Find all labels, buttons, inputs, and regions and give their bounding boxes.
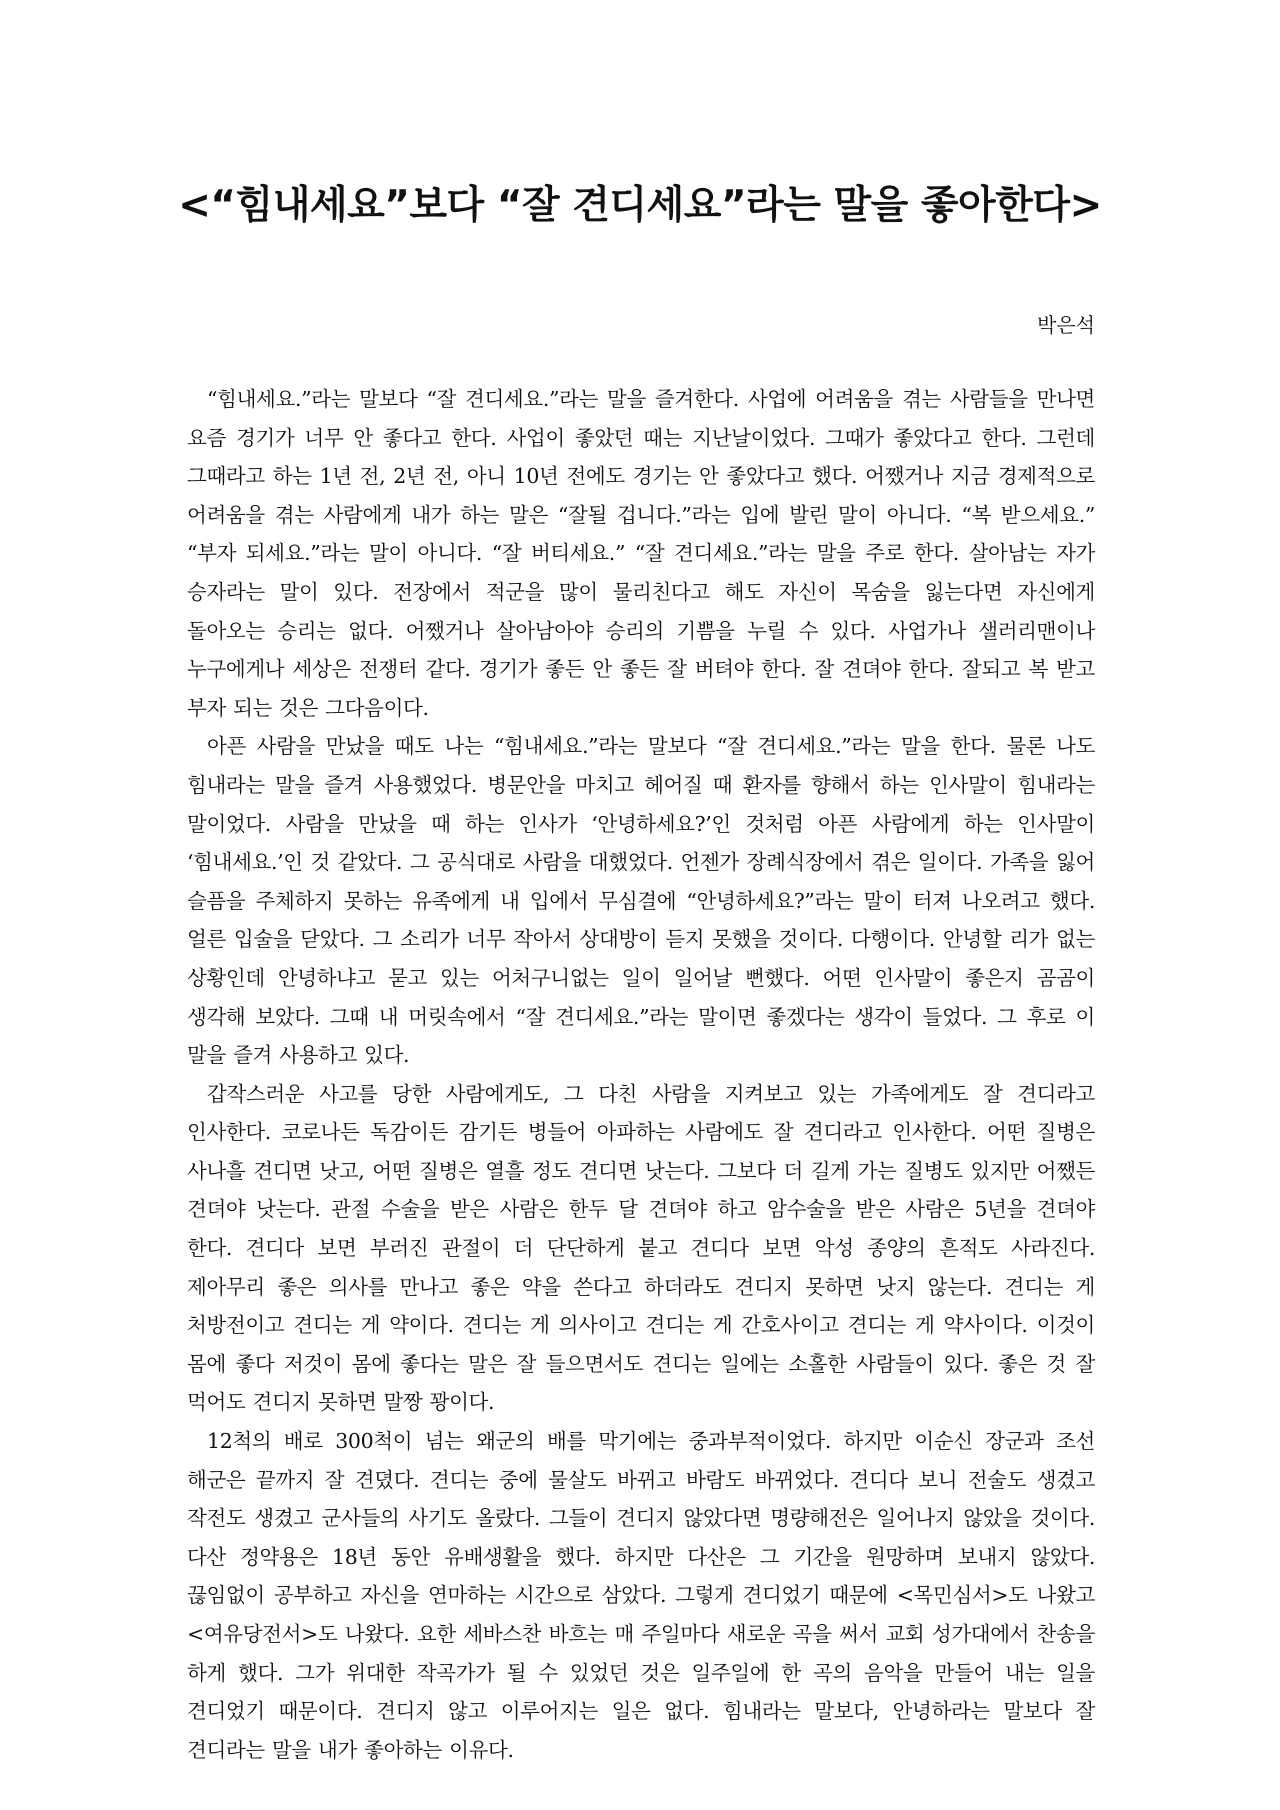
article-body (187, 380, 1095, 1769)
author-name: 박은석 (1037, 313, 1095, 337)
paragraph-3: 갑작스러운 사고를 당한 사람에게도, 그 다친 사람을 지켜보고 있는 가족에게도 잘 견디라고 인사한다. 코로나든 독감이든 감기든 병들어 아파하는 사람에도 잘 견디라고 인사한다. 어떤 질병은 사나흘 견디면 낫고, 어떤 질병은 열흘 정도 견디면 낫는다. 그보다 더 길게 가는 질병도 있지만 어쨌든 견뎌야 낫는다. 관절 수술을 받은 사람은 한두 달 견뎌야 하고 암수술을 받은 사람은 5년을 견뎌야 한다. 견디다 보면 부러진 관절이 더 단단하게 붙고 견디다 보면 악성 종양의 흔적도 사라진다. 제아무리 좋은 의사를 만나고 좋은 약을 쓴다고 하더라도 견디지 못하면 낫지 않는다. 견디는 게 처방전이고 견디는 게 약이다. 견디는 게 의사이고 견디는 게 간호사이고 견디는 게 약사이다. 이것이 몸에 좋다 저것이 몸에 좋다는 말은 잘 들으면서도 견디는 일에는 소홀한 사람들이 있다. 좋은 것 잘 먹어도 견디지 못하면 말짱 꽝이다. (187, 1081, 1095, 1415)
paragraph-4: 12척의 배로 300척이 넘는 왜군의 배를 막기에는 중과부적이었다. 하지만 이순신 장군과 조선 해군은 끝까지 잘 견뎠다. 견디는 중에 물살도 바뀌고 바람도 바뀌었다. 견디다 보니 전술도 생겼고 작전도 생겼고 군사들의 사기도 올랐다. 그들이 견디지 않았다면 명량해전은 일어나지 않았을 것이다. 다산 정약용은 18년 동안 유배생활을 했다. 하지만 다산은 그 기간을 원망하며 보내지 않았다. 끊임없이 공부하고 자신을 연마하는 시간으로 삼았다. 그렇게 견디었기 때문에 <목민심서>도 나왔고 <여유당전서>도 나왔다. 요한 세바스찬 바흐는 매 주일마다 새로운 곡을 써서 교회 성가대에서 찬송을 하게 했다. 그가 위대한 작곡가가 될 수 있었던 것은 일주일에 한 곡의 음악을 만들어 내는 일을 견디었기 때문이다. 견디지 않고 이루어지는 일은 없다. 힘내라는 말보다, 안녕하라는 말보다 잘 견디라는 말을 내가 좋아하는 이유다. (187, 1429, 1095, 1762)
paragraph-1: “힘내세요.”라는 말보다 “잘 견디세요.”라는 말을 즐겨한다. 사업에 어려움을 겪는 사람들을 만나면 요즘 경기가 너무 안 좋다고 한다. 사업이 좋았던 때는 지난날이었다. 그때가 좋았다고 한다. 그런데 그때라고 하는 1년 전, 2년 전, 아니 10년 전에도 경기는 안 좋았다고 했다. 어쨌거나 지금 경제적으로 어려움을 겪는 사람에게 내가 하는 말은 “잘될 겁니다.”라는 입에 발린 말이 아니다. “복 받으세요.” “부자 되세요.”라는 말이 아니다. “잘 버티세요.” “잘 견디세요.”라는 말을 주로 한다. 살아남는 자가 승자라는 말이 있다. 전장에서 적군을 많이 물리친다고 해도 자신이 목숨을 잃는다면 자신에게 돌아오는 승리는 없다. 어쨌거나 살아남아야 승리의 기쁨을 누릴 수 있다. 사업가나 샐러리맨이나 누구에게나 세상은 전쟁터 같다. 경기가 좋든 안 좋든 잘 버텨야 한다. 잘 견뎌야 한다. 잘되고 복 받고 부자 되는 것은 그다음이다. (187, 387, 1095, 720)
page-title: <“힘내세요”보다 “잘 견디세요”라는 말을 좋아한다> (178, 183, 1102, 228)
paragraph-2: 아픈 사람을 만났을 때도 나는 “힘내세요.”라는 말보다 “잘 견디세요.”라는 말을 한다. 물론 나도 힘내라는 말을 즐겨 사용했었다. 병문안을 마치고 헤어질 때 환자를 향해서 하는 인사말이 힘내라는 말이었다. 사람을 만났을 때 하는 인사가 ‘안녕하세요?’인 것처럼 아픈 사람에게 하는 인사말이 ‘힘내세요.’인 것 같았다. 그 공식대로 사람을 대했었다. 언젠가 장례식장에서 겪은 일이다. 가족을 잃어 슬픔을 주체하지 못하는 유족에게 내 입에서 무심결에 “안녕하세요?”라는 말이 터져 나오려고 했다. 얼른 입술을 닫았다. 그 소리가 너무 작아서 상대방이 듣지 못했을 것이다. 다행이다. 안녕할 리가 없는 상황인데 안녕하냐고 묻고 있는 어처구니없는 일이 일어날 뻔했다. 어떤 인사말이 좋은지 곰곰이 생각해 보았다. 그때 내 머릿속에서 “잘 견디세요.”라는 말이면 좋겠다는 생각이 들었다. 그 후로 이 말을 즐겨 사용하고 있다. (187, 734, 1095, 1068)
